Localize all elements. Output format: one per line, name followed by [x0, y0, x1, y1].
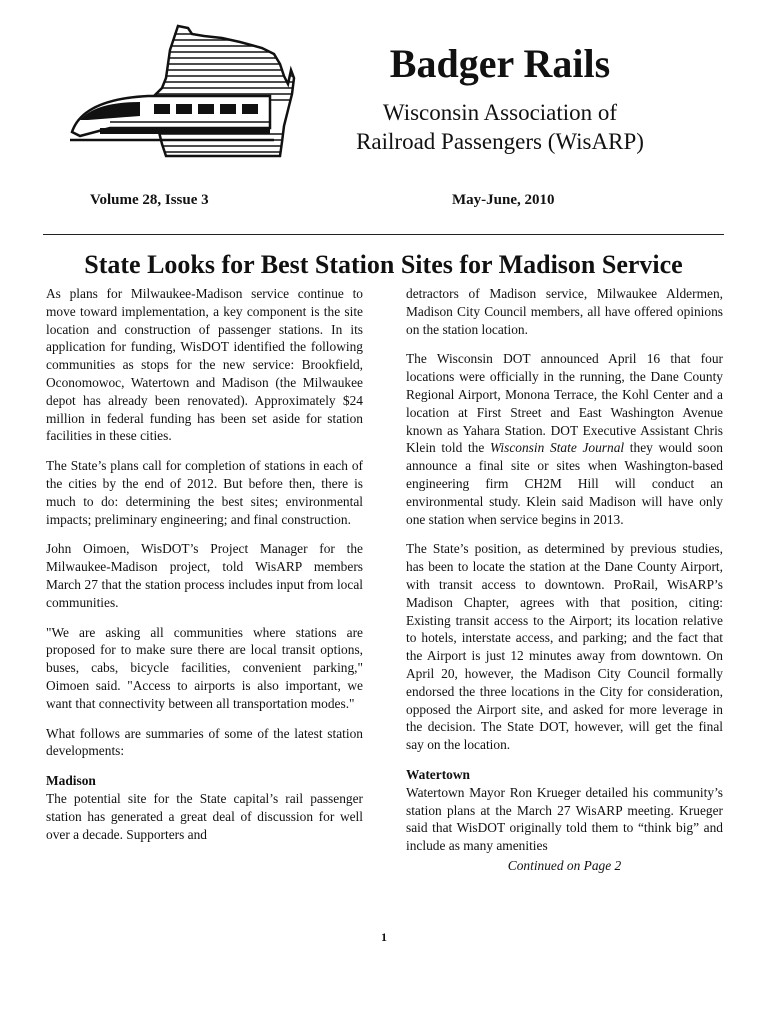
article-headline: State Looks for Best Station Sites for Madison Service [84, 250, 683, 279]
issue-date: May-June, 2010 [452, 192, 555, 208]
newsletter-title: Badger Rails [389, 41, 611, 86]
subtitle-line-2: Railroad Passengers (WisARP) [356, 129, 644, 154]
page-number: 1 [381, 930, 387, 944]
wisconsin-map-with-train-icon [70, 24, 296, 164]
paragraph [406, 350, 723, 528]
continued-link[interactable]: Continued on Page 2 [507, 857, 622, 873]
paragraph: As plans for Milwaukee-Madison service continue to move toward implementation, a key component is the site location and construction of passenger stations. In its application for funding, WisDOT identified the following communities as stops for the new service: Brookfield, Oconomowoc, Watertown and Madison (the Milwaukee depot has already been renovated). Approximately $24 million in federal funding has been set aside for station facilities in these cities. [46, 286, 363, 444]
article-column-right [406, 285, 723, 875]
paragraph: The State’s plans call for completion of stations in each of the cities by the end of 2012. But before then, there is much to do: determining the best sites; environmental impacts; preliminary engineering; and final construction. [46, 458, 363, 527]
paragraph: The potential site for the State capital’s rail passenger station has generated a great deal of discussion for well over a decade. Supporters and [46, 790, 363, 842]
article-column-left [46, 285, 363, 855]
text-run: The Wisconsin DOT announced April 16 that four locations were officially in the running, the Dane County Regional Airport, Monona Terrace, the Kohl Center and a location at First Street and East Washington Avenue known as Yahara Station. DOT Executive Assistant Chris Klein told the [406, 351, 723, 456]
issue-volume: Volume 28, Issue 3 [90, 192, 209, 208]
paragraph: The State’s position, as determined by previous studies, has been to locate the station at the Dane County Airport, with transit access to downtown. ProRail, WisARP’s Madison Chapter, agrees with that position, citing: Existing transit access to the Airport; its location relative to hotels, interstate access, and parking; and the fact that the Airport is just 12 minutes away from downtown. On April 20, however, the Madison City Council formally endorsed the three locations in the City for consideration, opposed the Airport site, and asked for more leverage in the decision. The State DOT, however, will get the final say on the location. [406, 541, 723, 753]
header-divider [43, 234, 724, 235]
newsletter-subtitle [330, 98, 670, 156]
paragraph: detractors of Madison service, Milwaukee Aldermen, Madison City Council members, all have offered opinions on the station location. [406, 286, 723, 337]
paragraph: "We are asking all communities where stations are proposed for to make sure there are local transit options, buses, cabs, bicycle facilities, convenient parking," Oimoen said. "Access to airports is also important, we want that connectivity between all transportation modes." [46, 624, 363, 711]
publication-name: Wisconsin State Journal [490, 440, 625, 456]
subtitle-line-1: Wisconsin Association of [382, 100, 618, 125]
text-run: they would soon announce a final site or sites when Washington-based engineering firm CH2M Hill will conduct an environmental study. Klein said Madison will have only one station when service begins in 2013. [406, 440, 723, 527]
paragraph: What follows are summaries of some of the latest station developments: [46, 725, 363, 759]
section-heading-madison: Madison [46, 773, 96, 789]
section-heading-watertown: Watertown [406, 766, 470, 782]
paragraph: Watertown Mayor Ron Krueger detailed his community’s station plans at the March 27 WisARP meeting. Krueger said that WisDOT originally told them to “think big” and include as many amenities [406, 784, 723, 854]
paragraph: John Oimoen, WisDOT’s Project Manager for the Milwaukee-Madison project, told WisARP members March 27 that the station process includes input from local communities. [46, 541, 363, 610]
